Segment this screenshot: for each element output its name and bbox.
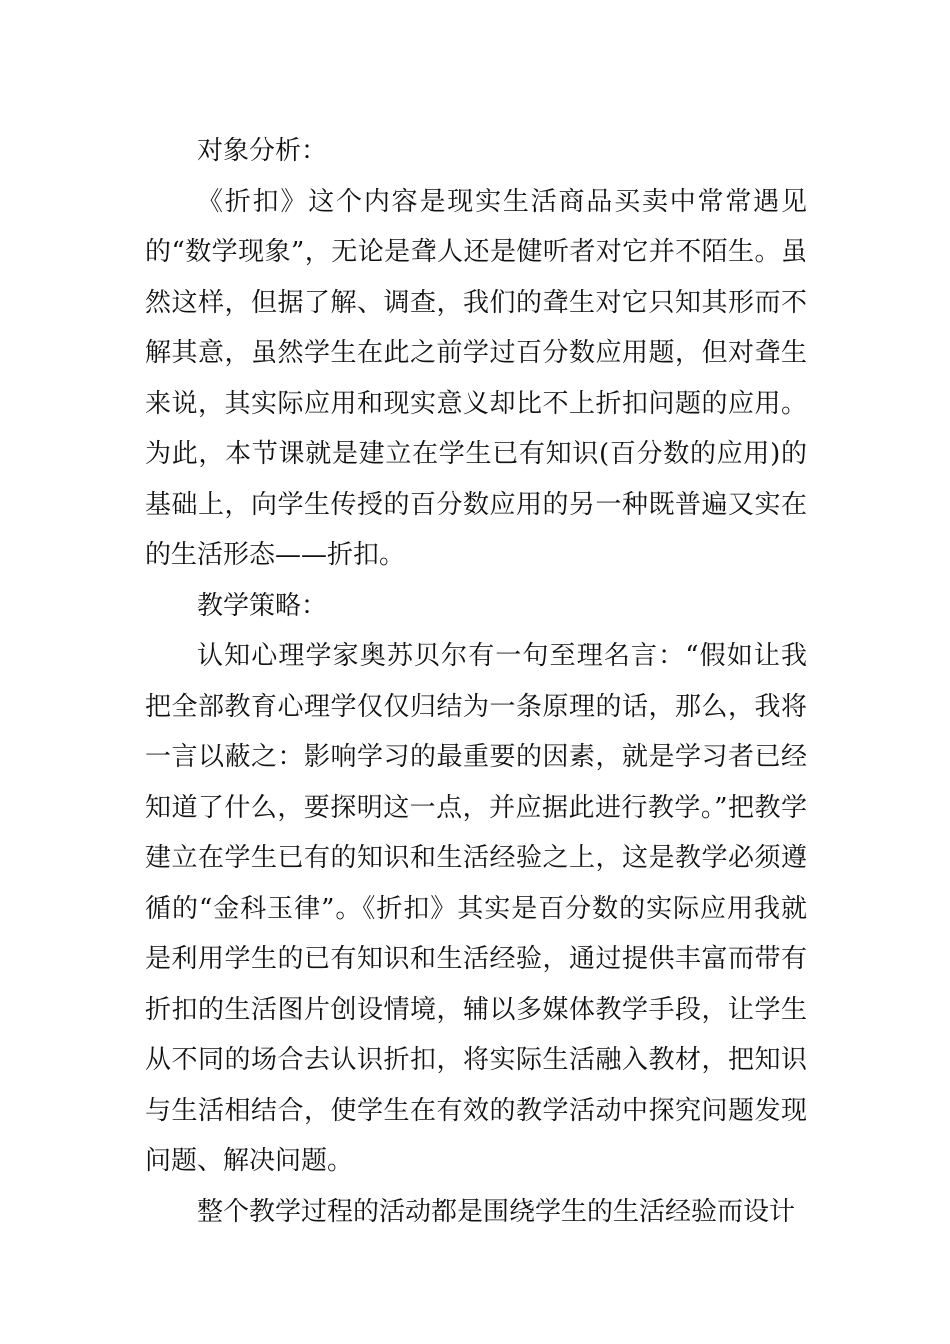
document-body — [145, 126, 807, 1237]
section-heading-teaching-strategy: 教学策略： — [197, 590, 328, 621]
paragraph-object-analysis: 《折扣》这个内容是现实生活商品买卖中常常遇见的“数学现象”，无论是聋人还是健听者对它并不陌生。虽然这样，但据了解、调查，我们的聋生对它只知其形而不解其意，虽然学生在此之前学过百分数应用题，但对聋生来说，其实际应用和现实意义却比不上折扣问题的应用。为此，本节课就是建立在学生已有知识(百分数的应用)的基础上，向学生传授的百分数应用的另一种既普遍又实在的生活形态——折扣。 — [145, 186, 807, 570]
section-heading-object-analysis: 对象分析： — [197, 136, 328, 166]
paragraph-teaching-process: 整个教学过程的活动都是围绕学生的生活经验而设计 — [197, 1196, 796, 1227]
paragraph-teaching-strategy: 认知心理学家奥苏贝尔有一句至理名言：“假如让我把全部教育心理学仅仅归结为一条原理的话，那么，我将一言以蔽之：影响学习的最重要的因素，就是学习者已经知道了什么，要探明这一点，并应据此进行教学。”把教学建立在学生已有的知识和生活经验之上，这是教学必须遵循的“金科玉律”。《折扣》其实是百分数的实际应用我就是利用学生的已有知识和生活经验，通过提供丰富而带有折扣的生活图片创设情境，辅以多媒体教学手段，让学生从不同的场合去认识折扣，将实际生活融入教材，把知识与生活相结合，使学生在有效的教学活动中探究问题发现问题、解决问题。 — [145, 641, 807, 1176]
